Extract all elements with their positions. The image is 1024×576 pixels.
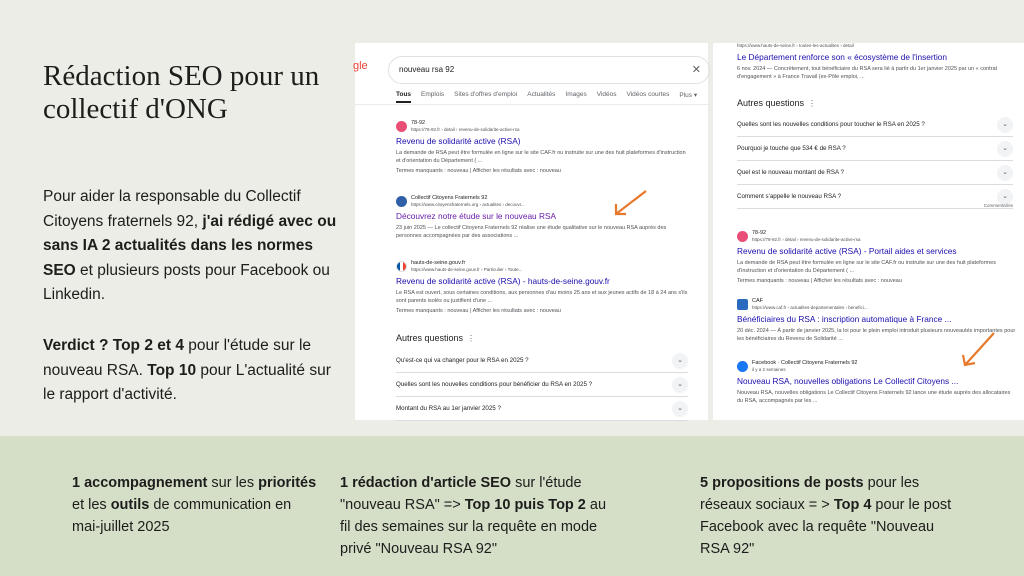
- result-title-link[interactable]: Le Département renforce son « écosystème de l'insertion: [737, 52, 948, 62]
- col1-bold1: 1 accompagnement: [72, 475, 208, 491]
- col2-bold2: Top 10 puis Top 2: [464, 497, 586, 513]
- result-url: https://78-92.fr › detail › revenu-de-solidarite-active-rsa: [411, 127, 520, 132]
- paa-question-text: Pourquoi je touche que 534 € de RSA ?: [737, 145, 846, 152]
- intro-bold: j'ai rédigé avec ou sans IA 2 actualités dans les normes SEO: [43, 212, 337, 279]
- search-result: [737, 230, 1017, 285]
- col2-text2: au fil des semaines sur la requête en mode privé "Nouveau RSA 92": [340, 497, 607, 557]
- result-snippet: Nouveau RSA, nouvelles obligations Le Collectif Citoyens Fraternels 92 lance une étude auprès des allocataires du RSA, accompagnés par les ...: [737, 390, 1011, 404]
- paa-question-text: Quelles sont les nouvelles conditions pour toucher le RSA en 2025 ?: [737, 121, 925, 128]
- result-links: Termes manquants : nouveau | Afficher les résultats avec : nouveau: [737, 278, 902, 284]
- verdict-bold1: Verdict ? Top 2 et 4: [43, 337, 184, 354]
- facebook-icon: [737, 361, 748, 372]
- result-links: Termes manquants : nouveau | Afficher les résultats avec : nouveau: [396, 168, 561, 174]
- chevron-down-icon[interactable]: ⌄: [997, 117, 1013, 133]
- col1-text2: et les: [72, 497, 111, 513]
- paa-title-text: Autres questions: [737, 98, 805, 108]
- paa-question[interactable]: [737, 185, 1013, 209]
- tab-plus[interactable]: Plus ▾: [679, 92, 698, 99]
- col1-text3: de communication en mai-juillet 2025: [72, 497, 292, 535]
- result-snippet: 23 juin 2025 — Le collectif Citoyens Fraternels 92 réalise une étude qualitative sur le nouveau RSA auprès des personnes accompagnées par des associations ...: [396, 225, 667, 239]
- flag-favicon-icon: [396, 261, 407, 272]
- result-title-link[interactable]: Revenu de solidarité active (RSA): [396, 136, 521, 146]
- site-favicon-icon: [737, 231, 748, 242]
- col1-text1: sur les: [207, 475, 259, 491]
- col3-bold1: 5 propositions de posts: [700, 475, 864, 491]
- tab-images[interactable]: Images: [565, 91, 587, 98]
- result-url: https://78-92.fr › detail › revenu-de-solidarite-active-rsa: [752, 237, 861, 242]
- paa-question-text: Montant du RSA au 1er janvier 2025 ?: [396, 405, 501, 412]
- verdict-bold2: Top 10: [147, 361, 197, 379]
- search-query: nouveau rsa 92: [399, 65, 455, 74]
- summary-column-1: [72, 472, 322, 538]
- chevron-down-icon[interactable]: ⌄: [997, 165, 1013, 181]
- more-options-icon[interactable]: ⋮: [467, 334, 476, 343]
- intro-part1: Pour aider la responsable du Collectif Citoyens fraternels 92,: [43, 188, 301, 230]
- orange-arrow-icon: [958, 330, 998, 370]
- paa-question[interactable]: [737, 161, 1013, 185]
- intro-part2: et plusieurs posts pour Facebook ou Linkedin.: [43, 261, 330, 303]
- result-site: 78-92: [752, 230, 767, 236]
- comments-link[interactable]: Commentaires: [983, 203, 1013, 208]
- paa-question-text: Comment s'appelle le nouveau RSA ?: [737, 193, 842, 200]
- verdict-text2: pour L'actualité sur le rapport d'activité.: [43, 361, 331, 403]
- chevron-down-icon[interactable]: ⌄: [997, 141, 1013, 157]
- summary-column-2: [340, 472, 615, 560]
- col1-bold2: priorités: [258, 475, 317, 491]
- result-snippet: Le RSA est ouvert, sous certaines conditions, aux personnes d'au moins 25 ans et aux jeunes actifs de 18 à 24 ans s'ils sont parents isolés ou justifient d'une ...: [396, 290, 688, 304]
- paa-title-text: Autres questions: [396, 333, 464, 343]
- result-site: Collectif Citoyens Fraternels 92: [411, 195, 488, 201]
- result-url: https://www.caf.fr › actualites-departementales › benefici...: [752, 305, 868, 310]
- paa-question[interactable]: [737, 113, 1013, 137]
- search-result: [396, 260, 688, 315]
- tab-emplois[interactable]: Emplois: [421, 91, 445, 98]
- col2-text1: sur l'étude "nouveau RSA" =>: [340, 475, 582, 513]
- site-favicon-icon: [737, 299, 748, 310]
- orange-arrow-icon: [610, 188, 650, 218]
- paa-question-text: Quelles sont les nouvelles conditions pour bénéficier du RSA en 2025 ?: [396, 381, 593, 388]
- result-snippet: La demande de RSA peut être formulée en ligne sur le site CAF.fr ou instruite sur une des huit plateformes d'instruction et d'orientation du Département ( ...: [737, 260, 996, 274]
- result-site: CAF: [752, 298, 763, 304]
- result-url: https://www.hauts-de-seine.fr › toutes-les-actualites › detail: [737, 43, 854, 48]
- search-input[interactable]: [388, 56, 710, 84]
- col2-bold1: 1 rédaction d'article SEO: [340, 475, 512, 491]
- result-url: https://www.hauts-de-seine.gouv.fr › Particulier › Toute...: [411, 267, 523, 272]
- result-title-link[interactable]: Nouveau RSA, nouvelles obligations Le Collectif Citoyens ...: [737, 376, 959, 386]
- result-site: hauts-de-seine.gouv.fr: [411, 260, 466, 266]
- paa-title: [396, 333, 475, 343]
- paa-question-text: Quel est le nouveau montant de RSA ?: [737, 169, 844, 176]
- tabs-divider: [355, 104, 708, 105]
- site-favicon-icon: [396, 196, 407, 207]
- result-title-link[interactable]: Revenu de solidarité active (RSA) - hauts-de-seine.gouv.fr: [396, 276, 610, 286]
- chevron-down-icon[interactable]: ⌄: [997, 189, 1013, 205]
- search-screenshot-1: [355, 43, 708, 420]
- result-site: Facebook · Collectif Citoyens Fraternels 92: [752, 360, 858, 366]
- more-options-icon[interactable]: ⋮: [808, 99, 817, 108]
- result-title-link[interactable]: Bénéficiaires du RSA : inscription automatique à France ...: [737, 314, 952, 324]
- tab-sites-emploi[interactable]: Sites d'offres d'emploi: [454, 91, 518, 98]
- search-result: [396, 120, 688, 175]
- result-snippet: 6 nov. 2024 — Concrètement, tout bénéficiaire du RSA sera lié à partir du 1er janvier 2025 par un « contrat d'engagement » à France Travail (ex-Pôle emploi, ...: [737, 66, 998, 80]
- google-logo-fragment: gle: [353, 60, 368, 72]
- result-snippet: 20 déc. 2024 — À partir de janvier 2025, la loi pour le plein emploi introduit plusieurs nouveautés importantes pour les bénéficiaires du Revenu de Solidarité ...: [737, 328, 1016, 342]
- search-tabs: [396, 91, 697, 103]
- chevron-down-icon[interactable]: ⌄: [672, 377, 688, 393]
- verdict-text: [43, 334, 343, 408]
- col3-text2: pour le post Facebook avec la requête "Nouveau RSA 92": [700, 497, 952, 557]
- col1-bold3: outils: [110, 497, 150, 513]
- tab-videos-courtes[interactable]: Vidéos courtes: [626, 91, 670, 98]
- result-title-link[interactable]: Découvrez notre étude sur le nouveau RSA: [396, 211, 557, 221]
- result-snippet: La demande de RSA peut être formulée en ligne sur le site CAF.fr ou instruite sur une des huit plateformes d'instruction et d'orientation du Département ( ...: [396, 150, 686, 164]
- tab-videos[interactable]: Vidéos: [596, 91, 617, 98]
- chevron-down-icon[interactable]: ⌄: [672, 353, 688, 369]
- verdict-text1: pour l'étude sur le nouveau RSA.: [43, 337, 312, 379]
- result-url: https://www.citoyensfraternels.org › actualites › decouvr...: [411, 202, 525, 207]
- paa-question-text: Qu'est-ce qui va changer pour le RSA en 2025 ?: [396, 357, 529, 364]
- result-links: Termes manquants : nouveau | Afficher les résultats avec : nouveau: [396, 308, 561, 314]
- paa-question[interactable]: [396, 397, 688, 421]
- paa-question[interactable]: [396, 373, 688, 397]
- col3-bold2: Top 4: [833, 497, 872, 513]
- site-favicon-icon: [396, 121, 407, 132]
- paa-title: [737, 98, 816, 108]
- col3-text1: pour les réseaux sociaux = >: [700, 475, 920, 513]
- result-title-link[interactable]: Revenu de solidarité active (RSA) - Portail aides et services: [737, 246, 957, 256]
- page-title: Rédaction SEO pour un collectif d'ONG: [43, 60, 320, 125]
- paa-question[interactable]: [396, 349, 688, 373]
- search-screenshot-2: [713, 43, 1024, 420]
- summary-column-3: [700, 472, 960, 560]
- tab-tous[interactable]: Tous: [396, 91, 411, 103]
- result-url: il y a 2 semaines: [752, 367, 786, 372]
- intro-text: [43, 185, 343, 308]
- close-icon[interactable]: ✕: [691, 64, 701, 76]
- result-site: 78-92: [411, 120, 426, 126]
- paa-question[interactable]: [737, 137, 1013, 161]
- chevron-down-icon[interactable]: ⌄: [672, 401, 688, 417]
- search-result: [737, 43, 1017, 81]
- tab-actualites[interactable]: Actualités: [527, 91, 556, 98]
